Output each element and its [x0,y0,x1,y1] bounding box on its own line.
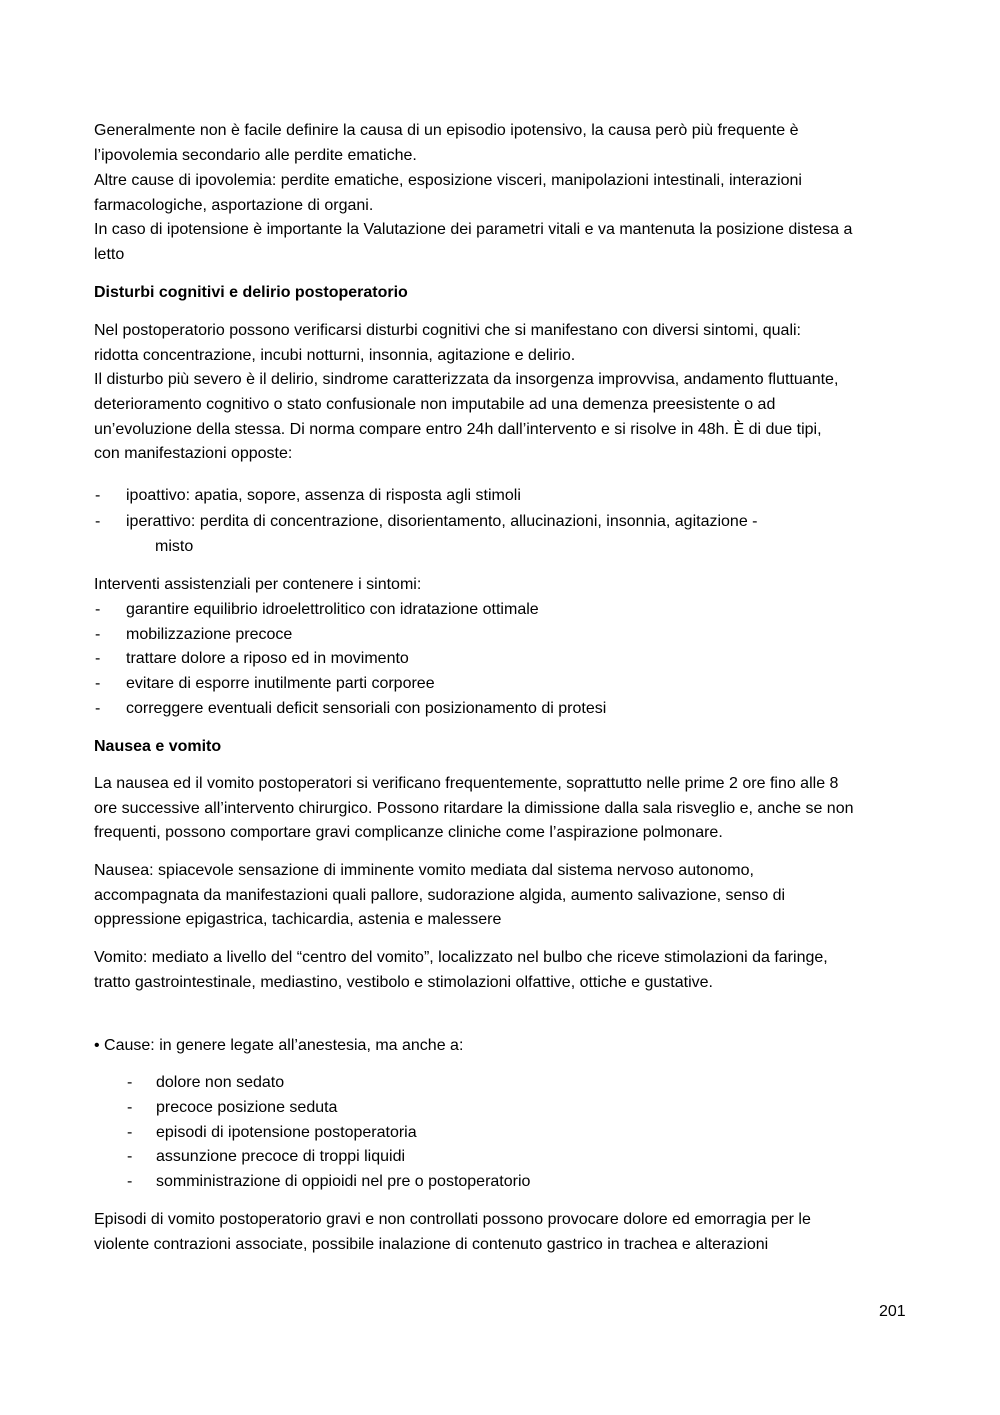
list-bullet: - [95,513,101,530]
list-item: garantire equilibrio idroelettrolitico con idratazione ottimale [126,601,539,618]
nausea-paragraph-4-line-1: Episodi di vomito postoperatorio gravi e non controllati possono provocare dolore ed emorragia per le [94,1211,811,1228]
list-item: correggere eventuali deficit sensoriali con posizionamento di protesi [126,700,607,717]
list-bullet: - [95,700,101,717]
list-item: ipoattivo: apatia, sopore, assenza di risposta agli stimoli [126,487,521,504]
nausea-paragraph-1-line-1: La nausea ed il vomito postoperatori si verificano frequentemente, soprattutto nelle prime 2 ore fino alle 8 [94,775,839,792]
interventions-title: Interventi assistenziali per contenere i sintomi: [94,576,422,593]
nausea-paragraph-1-line-3: frequenti, possono comportare gravi complicanze cliniche come l’aspirazione polmonare. [94,824,723,841]
intro-paragraph-1-line-2: l’ipovolemia secondario alle perdite ematiche. [94,147,417,164]
list-item: mobilizzazione precoce [126,626,293,643]
nausea-paragraph-3-line-1: Vomito: mediato a livello del “centro del vomito”, localizzato nel bulbo che riceve stimolazioni da faringe, [94,949,828,966]
list-item: trattare dolore a riposo ed in movimento [126,650,409,667]
list-item: precoce posizione seduta [156,1099,338,1116]
intro-paragraph-1-line-1: Generalmente non è facile definire la causa di un episodio ipotensivo, la causa però più frequente è [94,122,799,139]
delirio-paragraph-2-line-2: deterioramento cognitivo o stato confusionale non imputabile ad una demenza preesistente o ad [94,396,776,413]
nausea-paragraph-2-line-3: oppressione epigastrica, tachicardia, astenia e malessere [94,911,502,928]
list-bullet: - [127,1074,133,1091]
list-bullet: - [95,626,101,643]
list-bullet: - [95,650,101,667]
intro-paragraph-3-line-1: In caso di ipotensione è importante la Valutazione dei parametri vitali e va mantenuta la posizione distesa a [94,221,853,238]
list-item: dolore non sedato [156,1074,285,1091]
intro-paragraph-2-line-2: farmacologiche, asportazione di organi. [94,197,374,214]
list-bullet: - [95,601,101,618]
list-item: episodi di ipotensione postoperatoria [156,1124,417,1141]
causes-title: • Cause: in genere legate all’anestesia, ma anche a: [94,1037,464,1054]
section-heading-nausea: Nausea e vomito [94,738,222,755]
list-bullet: - [127,1124,133,1141]
section-heading-delirio: Disturbi cognitivi e delirio postoperatorio [94,284,408,301]
nausea-paragraph-4-line-2: violente contrazioni associate, possibile inalazione di contenuto gastrico in trachea e alterazioni [94,1236,769,1253]
nausea-paragraph-2-line-1: Nausea: spiacevole sensazione di imminente vomito mediata dal sistema nervoso autonomo, [94,862,754,879]
list-bullet: - [95,487,101,504]
intro-paragraph-3-line-2: letto [94,246,125,263]
delirio-paragraph-1-line-1: Nel postoperatorio possono verificarsi disturbi cognitivi che si manifestano con diversi sintomi, quali: [94,322,801,339]
list-bullet: - [95,675,101,692]
list-item: somministrazione di oppioidi nel pre o postoperatorio [156,1173,531,1190]
nausea-paragraph-2-line-2: accompagnata da manifestazioni quali pallore, sudorazione algida, aumento salivazione, senso di [94,887,786,904]
list-bullet: - [127,1099,133,1116]
list-bullet: - [127,1173,133,1190]
delirio-paragraph-2-line-4: con manifestazioni opposte: [94,445,293,462]
delirio-paragraph-1-line-2: ridotta concentrazione, incubi notturni, insonnia, agitazione e delirio. [94,347,576,364]
delirio-paragraph-2-line-1: Il disturbo più severo è il delirio, sindrome caratterizzata da insorgenza improvvisa, andamento fluttuante, [94,371,839,388]
intro-paragraph-2-line-1: Altre cause di ipovolemia: perdite ematiche, esposizione visceri, manipolazioni intestinali, interazioni [94,172,802,189]
list-item-continuation: misto [155,538,194,555]
list-item: iperattivo: perdita di concentrazione, disorientamento, allucinazioni, insonnia, agitazione - [126,513,758,530]
nausea-paragraph-1-line-2: ore successive all’intervento chirurgico. Possono ritardare la dimissione dalla sala risveglio e, anche se non [94,800,854,817]
list-bullet: - [127,1148,133,1165]
nausea-paragraph-3-line-2: tratto gastrointestinale, mediastino, vestibolo e stimolazioni olfattive, ottiche e gustative. [94,974,713,991]
delirio-paragraph-2-line-3: un’evoluzione della stessa. Di norma compare entro 24h dall’intervento e si risolve in 48h. È di due tipi, [94,421,822,438]
list-item: assunzione precoce di troppi liquidi [156,1148,406,1165]
page-number: 201 [879,1303,906,1320]
list-item: evitare di esporre inutilmente parti corporee [126,675,435,692]
